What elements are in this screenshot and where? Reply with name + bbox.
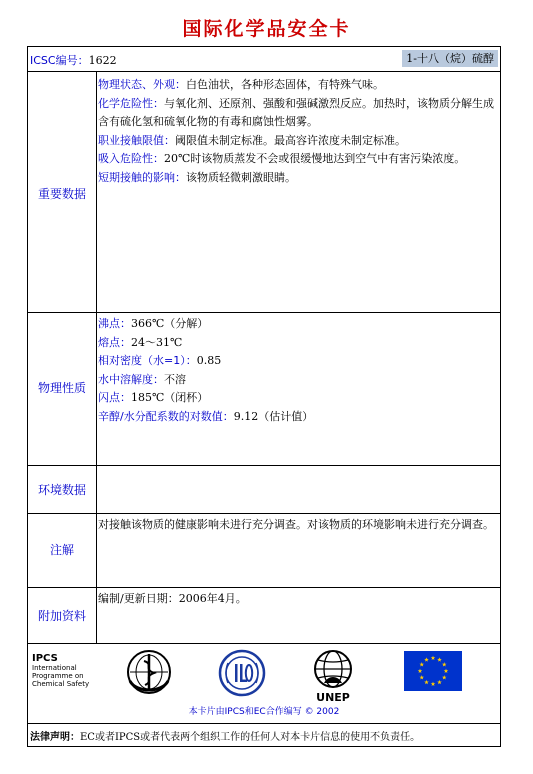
safety-card bbox=[27, 46, 501, 747]
ipcs-line: Programme on bbox=[32, 672, 84, 680]
section-label-physical: 物理性质 bbox=[37, 381, 86, 395]
divider bbox=[28, 587, 500, 588]
ipcs-title: IPCS bbox=[32, 653, 58, 664]
ilo-logo-icon bbox=[218, 649, 266, 697]
line-boiling-point: 沸点：366℃（分解） bbox=[98, 317, 209, 330]
ipcs-line: Chemical Safety bbox=[32, 680, 90, 688]
id-row bbox=[28, 47, 500, 71]
line-octanol-water: 辛醇/水分配系数的对数值：9.12（估计值） bbox=[98, 409, 314, 423]
disclaimer-label: 法律声明： bbox=[30, 732, 80, 743]
section-important-body bbox=[98, 76, 496, 187]
icsc-label: ICSC编号： bbox=[30, 54, 89, 67]
line-relative-density: 相对密度（水=1）：0.85 bbox=[98, 354, 222, 367]
divider bbox=[28, 513, 500, 514]
section-additional-body: 编制/更新日期：2006年4月。 bbox=[98, 592, 247, 605]
eu-flag-icon bbox=[404, 651, 462, 691]
section-physical-body bbox=[98, 315, 496, 426]
ipcs-block bbox=[32, 653, 89, 688]
label-divider bbox=[96, 71, 97, 643]
section-label-notes: 注解 bbox=[49, 543, 74, 557]
line-inhalation-hazard: 吸入危险性：20℃时该物质蒸发不会或很缓慢地达到空气中有害污染浓度。 bbox=[98, 152, 466, 165]
line-short-term-effects: 短期接触的影响：该物质轻微刺激眼睛。 bbox=[98, 170, 296, 184]
icsc-number: 1622 bbox=[88, 54, 117, 67]
section-label-environment: 环境数据 bbox=[37, 483, 86, 497]
logo-row bbox=[28, 643, 500, 723]
divider bbox=[28, 723, 500, 724]
line-physical-state: 物理状态、外观：白色油状，各种形态固体，有特殊气味。 bbox=[98, 78, 384, 91]
divider bbox=[28, 465, 500, 466]
line-exposure-limit: 职业接触限值：阈限值未制定标准。最高容许浓度未制定标准。 bbox=[98, 133, 406, 147]
who-logo-icon bbox=[126, 649, 172, 695]
section-label-additional: 附加资料 bbox=[37, 609, 86, 623]
line-water-solubility: 水中溶解度：不溶 bbox=[98, 372, 186, 386]
legal-disclaimer bbox=[30, 728, 420, 743]
disclaimer-text: EC或者IPCS或者代表两个组织工作的任何人对本卡片信息的使用不负责任。 bbox=[80, 732, 421, 743]
chemical-name[interactable]: 1-十八（烷）硫醇 bbox=[402, 50, 498, 67]
line-chemical-hazard: 化学危险性：与氧化剂、还原剂、强酸和强碱激烈反应。加热时，该物质分解生成含有硫化氢和硫氧化物的有毒和腐蚀性烟雾。 bbox=[98, 96, 494, 128]
page-title: 国际化学品安全卡 bbox=[182, 18, 351, 40]
unep-logo bbox=[310, 649, 356, 704]
divider bbox=[28, 71, 500, 72]
unep-text: UNEP bbox=[316, 691, 350, 704]
divider bbox=[28, 312, 500, 313]
line-flash-point: 闪点：185℃（闭杯） bbox=[98, 391, 209, 404]
line-melting-point: 熔点：24～31℃ bbox=[98, 335, 183, 349]
ipcs-line: International bbox=[32, 664, 77, 672]
credit-text: 本卡片由IPCS和EC合作编写 © 2002 bbox=[188, 707, 340, 717]
section-notes-body: 对接触该物质的健康影响未进行充分调查。对该物质的环境影响未进行充分调查。 bbox=[98, 518, 494, 531]
section-label-important: 重要数据 bbox=[37, 187, 86, 201]
unep-globe-icon bbox=[313, 649, 353, 689]
